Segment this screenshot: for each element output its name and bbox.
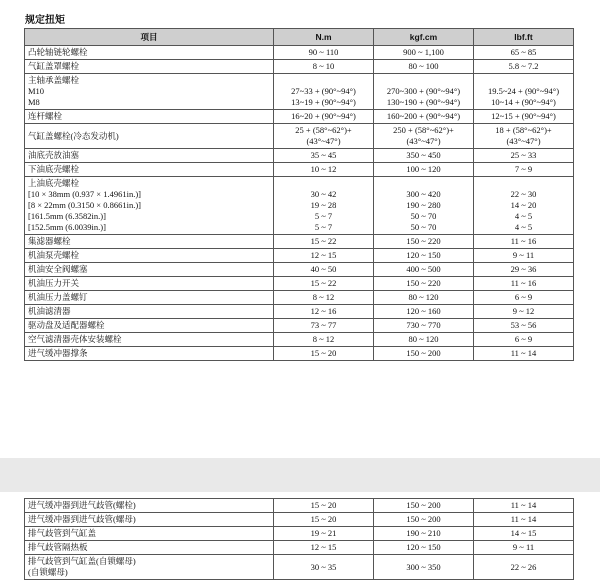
table-row [25, 235, 574, 249]
cell-line [277, 75, 370, 86]
kgfcm-cell [374, 527, 474, 541]
table-header-row [25, 29, 574, 46]
header-lbfft: lbf.ft [474, 29, 574, 46]
nm-cell [274, 333, 374, 347]
cell-line: 350 ~ 450 [406, 150, 441, 160]
cell-line: 4 ~ 5 [514, 222, 533, 232]
cell-line: 11 ~ 14 [510, 500, 537, 510]
cell-line: [161.5mm (6.3582in.)] [28, 211, 106, 221]
kgfcm-cell [374, 263, 474, 277]
nm-cell [274, 149, 374, 163]
kgfcm-cell [374, 291, 474, 305]
lbfft-cell [474, 305, 574, 319]
item-cell [25, 46, 274, 60]
torque-table-body [25, 46, 574, 361]
cell-line: 8 ~ 12 [312, 292, 335, 302]
cell-line: 15 ~ 20 [310, 348, 337, 358]
cell-line: 400 ~ 500 [406, 264, 441, 274]
nm-cell [274, 347, 374, 361]
cell-line: 50 ~ 70 [410, 211, 437, 221]
cell-line: 80 ~ 120 [408, 292, 439, 302]
cell-line: 13~19 + (90°~94°) [291, 97, 356, 107]
kgfcm-cell [374, 46, 474, 60]
cell-line: 300 ~ 350 [406, 561, 441, 572]
cell-line: (43°~47°) [306, 136, 341, 146]
item-cell [25, 124, 274, 149]
cell-line: 40 ~ 50 [310, 264, 337, 274]
cell-line: 10 ~ 12 [310, 164, 337, 174]
lbfft-cell [474, 513, 574, 527]
nm-cell [274, 263, 374, 277]
kgfcm-cell [374, 163, 474, 177]
item-cell [25, 513, 274, 527]
cell-line: 120 ~ 160 [406, 306, 441, 316]
cell-line: 9 ~ 12 [512, 306, 535, 316]
cell-line: 250 + (58°~62°)+ [393, 125, 454, 135]
table-row [25, 555, 574, 580]
table-row [25, 333, 574, 347]
cell-line: 12~15 + (90°~94°) [491, 111, 556, 121]
cell-line: 150 ~ 200 [406, 514, 441, 524]
kgfcm-cell [374, 124, 474, 149]
item-cell [25, 263, 274, 277]
cell-line: 22 ~ 30 [510, 189, 537, 199]
cell-line: 190 ~ 280 [406, 200, 441, 210]
cell-line: 15 ~ 22 [310, 278, 337, 288]
lbfft-cell [474, 319, 574, 333]
table-row [25, 305, 574, 319]
cell-line: 22 ~ 26 [510, 561, 537, 572]
cell-line: 19.5~24 + (90°~94°) [487, 86, 560, 96]
item-cell [25, 291, 274, 305]
header-nm: N.m [274, 29, 374, 46]
cell-line [477, 178, 570, 189]
table-row [25, 319, 574, 333]
cell-line: 气缸盖罩螺栓 [28, 61, 80, 71]
cell-line: 连杆螺栓 [28, 111, 63, 121]
torque-table-continued [24, 498, 574, 580]
kgfcm-cell [374, 110, 474, 124]
header-kgfcm: kgf.cm [374, 29, 474, 46]
cell-line: 下油底壳螺栓 [28, 164, 80, 174]
cell-line: 机油滤清器 [28, 306, 71, 316]
cell-line: 30 ~ 35 [310, 561, 337, 572]
nm-cell [274, 60, 374, 74]
cell-line: 120 ~ 150 [406, 542, 441, 552]
lbfft-cell [474, 541, 574, 555]
cell-line: 15 ~ 20 [310, 500, 337, 510]
table-row [25, 74, 574, 110]
kgfcm-cell [374, 235, 474, 249]
cell-line: 凸轮轴链轮螺栓 [28, 47, 88, 57]
nm-cell [274, 277, 374, 291]
cell-line: (43°~47°) [506, 136, 541, 146]
cell-line: 73 ~ 77 [310, 320, 337, 330]
cell-line: 上油底壳螺栓 [28, 178, 80, 188]
table-row [25, 124, 574, 149]
item-cell [25, 177, 274, 235]
cell-line: 120 ~ 150 [406, 250, 441, 260]
cell-line: [8 × 22mm (0.3150 × 0.8661in.)] [28, 200, 141, 210]
cell-line: 11 ~ 16 [510, 278, 537, 288]
cell-line: 主轴承盖螺栓 [28, 75, 80, 85]
cell-line: (自锁螺母) [28, 567, 68, 577]
cell-line: 11 ~ 14 [510, 348, 537, 358]
lbfft-cell [474, 74, 574, 110]
torque-table [24, 28, 574, 361]
cell-line: 4 ~ 5 [514, 211, 533, 221]
cell-line: 油底壳放油塞 [28, 150, 80, 160]
lbfft-cell [474, 291, 574, 305]
kgfcm-cell [374, 319, 474, 333]
nm-cell [274, 249, 374, 263]
nm-cell [274, 319, 374, 333]
cell-line: 机油压力盖螺钉 [28, 292, 88, 302]
lbfft-cell [474, 555, 574, 580]
item-cell [25, 347, 274, 361]
lbfft-cell [474, 124, 574, 149]
cell-line: 50 ~ 70 [410, 222, 437, 232]
table-row [25, 499, 574, 513]
item-cell [25, 333, 274, 347]
table-row [25, 527, 574, 541]
torque-table-continued-body [25, 499, 574, 580]
nm-cell [274, 305, 374, 319]
lbfft-cell [474, 163, 574, 177]
cell-line: 130~190 + (90°~94°) [386, 97, 461, 107]
cell-line: 5.8 ~ 7.2 [508, 61, 539, 71]
lbfft-cell [474, 235, 574, 249]
cell-line: 25 ~ 33 [510, 150, 537, 160]
cell-line: 12 ~ 15 [310, 542, 337, 552]
cell-line: [10 × 38mm (0.937 × 1.4961in.)] [28, 189, 141, 199]
nm-cell [274, 555, 374, 580]
cell-line: 气缸盖螺栓(冷态发动机) [28, 130, 119, 141]
cell-line: [152.5mm (6.0039in.)] [28, 222, 106, 232]
cell-line: 35 ~ 45 [310, 150, 337, 160]
cell-line: 90 ~ 110 [308, 47, 339, 57]
item-cell [25, 305, 274, 319]
cell-line: 53 ~ 56 [510, 320, 537, 330]
item-cell [25, 541, 274, 555]
cell-line: 19 ~ 21 [310, 528, 337, 538]
cell-line: 12 ~ 15 [310, 250, 337, 260]
lbfft-cell [474, 177, 574, 235]
item-cell [25, 319, 274, 333]
nm-cell [274, 177, 374, 235]
table-row [25, 263, 574, 277]
cell-line: 7 ~ 9 [514, 164, 533, 174]
cell-line: 150 ~ 220 [406, 236, 441, 246]
lbfft-cell [474, 110, 574, 124]
cell-line: 14 ~ 15 [510, 528, 537, 538]
item-cell [25, 235, 274, 249]
cell-line [377, 75, 470, 86]
table-row [25, 163, 574, 177]
cell-line: 空气滤清器壳体安装螺栓 [28, 334, 122, 344]
page-separator [0, 458, 600, 492]
cell-line [277, 178, 370, 189]
item-cell [25, 74, 274, 110]
cell-line: 集滤器螺栓 [28, 236, 71, 246]
cell-line: 19 ~ 28 [310, 200, 337, 210]
kgfcm-cell [374, 249, 474, 263]
document-page-2 [0, 492, 600, 585]
cell-line: 25 + (58°~62°)+ [295, 125, 352, 135]
kgfcm-cell [374, 149, 474, 163]
cell-line: 14 ~ 20 [510, 200, 537, 210]
lbfft-cell [474, 527, 574, 541]
nm-cell [274, 163, 374, 177]
cell-line: 270~300 + (90°~94°) [386, 86, 461, 96]
cell-line: 6 ~ 9 [514, 292, 533, 302]
item-cell [25, 527, 274, 541]
nm-cell [274, 291, 374, 305]
cell-line: 150 ~ 200 [406, 348, 441, 358]
item-cell [25, 163, 274, 177]
cell-line: M10 [28, 86, 45, 96]
lbfft-cell [474, 249, 574, 263]
cell-line: 100 ~ 120 [406, 164, 441, 174]
nm-cell [274, 499, 374, 513]
table-row [25, 513, 574, 527]
table-row [25, 291, 574, 305]
lbfft-cell [474, 46, 574, 60]
cell-line: 进气缓冲器到进气歧管(螺母) [28, 514, 136, 524]
cell-line: 15 ~ 20 [310, 514, 337, 524]
item-cell [25, 499, 274, 513]
kgfcm-cell [374, 513, 474, 527]
item-cell [25, 110, 274, 124]
nm-cell [274, 46, 374, 60]
cell-line: 18 + (58°~62°)+ [495, 125, 552, 135]
lbfft-cell [474, 347, 574, 361]
cell-line: 机油泵壳螺栓 [28, 250, 80, 260]
kgfcm-cell [374, 541, 474, 555]
kgfcm-cell [374, 347, 474, 361]
cell-line: 驱动盘及适配器螺栓 [28, 320, 105, 330]
cell-line: 150 ~ 200 [406, 500, 441, 510]
table-row [25, 177, 574, 235]
cell-line: 300 ~ 420 [406, 189, 441, 199]
cell-line: M8 [28, 97, 40, 107]
cell-line: 900 ~ 1,100 [403, 47, 444, 57]
table-row [25, 149, 574, 163]
cell-line: 机油安全阀螺塞 [28, 264, 88, 274]
cell-line: 27~33 + (90°~94°) [291, 86, 356, 96]
cell-line: 12 ~ 16 [310, 306, 337, 316]
nm-cell [274, 124, 374, 149]
cell-line: 8 ~ 12 [312, 334, 335, 344]
cell-line: 160~200 + (90°~94°) [386, 111, 461, 121]
cell-line: 排气歧管到气缸盖(自锁螺母) [28, 556, 136, 566]
cell-line: 11 ~ 14 [510, 514, 537, 524]
cell-line: 进气缓冲器撑条 [28, 348, 88, 358]
cell-line: 进气缓冲器到进气歧管(螺栓) [28, 500, 136, 510]
cell-line: 9 ~ 11 [512, 542, 535, 552]
nm-cell [274, 235, 374, 249]
kgfcm-cell [374, 177, 474, 235]
cell-line: 10~14 + (90°~94°) [491, 97, 556, 107]
cell-line: 11 ~ 16 [510, 236, 537, 246]
kgfcm-cell [374, 60, 474, 74]
cell-line: 730 ~ 770 [406, 320, 441, 330]
lbfft-cell [474, 263, 574, 277]
cell-line: 8 ~ 10 [312, 61, 335, 71]
table-row [25, 541, 574, 555]
kgfcm-cell [374, 277, 474, 291]
table-row [25, 110, 574, 124]
table-row [25, 60, 574, 74]
kgfcm-cell [374, 74, 474, 110]
cell-line [377, 178, 470, 189]
lbfft-cell [474, 149, 574, 163]
lbfft-cell [474, 333, 574, 347]
cell-line: 排气歧管隔热板 [28, 542, 88, 552]
cell-line: 9 ~ 11 [512, 250, 535, 260]
nm-cell [274, 541, 374, 555]
nm-cell [274, 527, 374, 541]
nm-cell [274, 110, 374, 124]
lbfft-cell [474, 499, 574, 513]
table-row [25, 46, 574, 60]
table-row [25, 277, 574, 291]
cell-line: 29 ~ 36 [510, 264, 537, 274]
cell-line [477, 75, 570, 86]
table-row [25, 249, 574, 263]
item-cell [25, 149, 274, 163]
cell-line: 190 ~ 210 [406, 528, 441, 538]
nm-cell [274, 513, 374, 527]
lbfft-cell [474, 277, 574, 291]
cell-line: 30 ~ 42 [310, 189, 337, 199]
kgfcm-cell [374, 499, 474, 513]
cell-line: 150 ~ 220 [406, 278, 441, 288]
item-cell [25, 60, 274, 74]
cell-line: 16~20 + (90°~94°) [291, 111, 356, 121]
cell-line: 15 ~ 22 [310, 236, 337, 246]
table-row [25, 347, 574, 361]
section-title: 规定扭矩 [25, 15, 65, 26]
kgfcm-cell [374, 555, 474, 580]
cell-line: 65 ~ 85 [510, 47, 537, 57]
cell-line: 机油压力开关 [28, 278, 80, 288]
cell-line: 5 ~ 7 [314, 222, 333, 232]
cell-line: 80 ~ 120 [408, 334, 439, 344]
nm-cell [274, 74, 374, 110]
item-cell [25, 277, 274, 291]
item-cell [25, 249, 274, 263]
cell-line: 80 ~ 100 [408, 61, 439, 71]
header-item: 项目 [25, 29, 274, 46]
cell-line: (43°~47°) [406, 136, 441, 146]
item-cell [25, 555, 274, 580]
cell-line: 5 ~ 7 [314, 211, 333, 221]
cell-line: 6 ~ 9 [514, 334, 533, 344]
lbfft-cell [474, 60, 574, 74]
kgfcm-cell [374, 333, 474, 347]
cell-line: 排气歧管到气缸盖 [28, 528, 97, 538]
kgfcm-cell [374, 305, 474, 319]
